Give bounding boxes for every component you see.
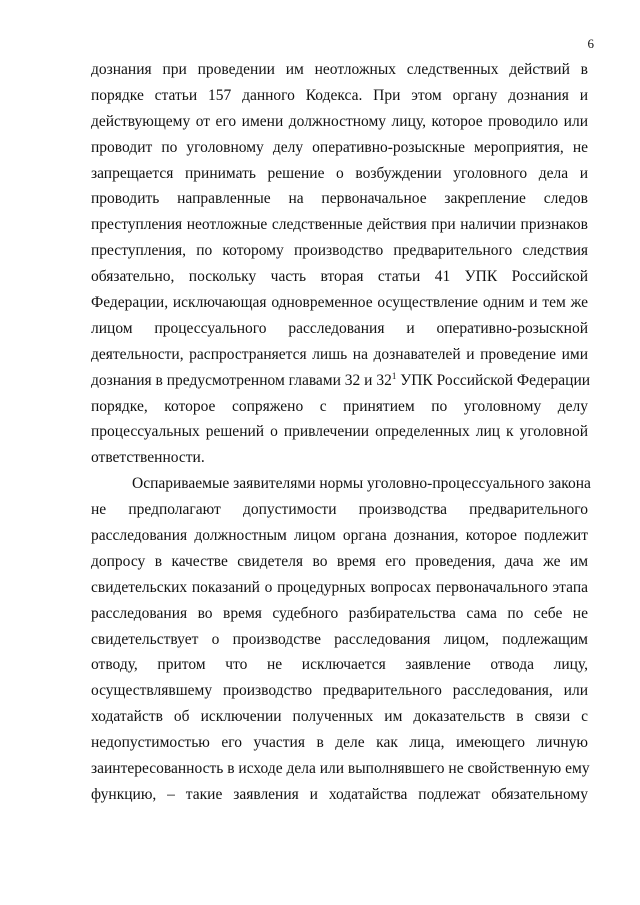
text-line (91, 83, 588, 109)
text-line (91, 575, 588, 601)
text-line-content: Федерации, исключающая одновременное осуществление одним и тем же (91, 294, 588, 312)
text-line (91, 135, 588, 161)
text-line (91, 652, 588, 678)
text-line-content: проводит по уголовному делу оперативно-розыскные мероприятия, не (91, 138, 588, 156)
text-line-content: не предполагают допустимости производства предварительного (91, 501, 588, 519)
text-line-content: порядке статьи 157 данного Кодекса. При этом органу дознания и (91, 86, 588, 104)
text-line-content: обязательно, поскольку часть вторая статьи 41 УПК Российской (91, 268, 588, 286)
text-line-content: действующему от его имени должностному лицу, которое проводило или (91, 112, 588, 130)
text-line-content: ходатайств об исключении полученных им доказательств в связи с (91, 708, 588, 726)
text-line-content: допросу в качестве свидетеля во время его проведения, дача же им (91, 552, 588, 570)
text-line-content: ответственности. (91, 449, 205, 467)
text-line (91, 316, 588, 342)
text-line (91, 212, 588, 238)
text-line (91, 730, 588, 756)
text-line-content: преступления неотложные следственные действия при наличии признаков (91, 216, 588, 234)
text-line-content: функцию, – такие заявления и ходатайства подлежат обязательному (91, 785, 588, 803)
text-line-content: процессуальных решений о привлечении определенных лиц к уголовной (91, 423, 588, 441)
text-line-continuation: УПК Российской Федерации (396, 371, 591, 389)
text-line (91, 756, 588, 782)
text-line-content: недопустимостью его участия в деле как лица, имеющего личную (91, 734, 588, 752)
text-line-content: лицом процессуального расследования и оперативно-розыскной (91, 319, 588, 337)
text-line-content: дознания в предусмотренном главами 32 и 32 (91, 371, 392, 389)
text-line (91, 238, 588, 264)
text-line-content: Оспариваемые заявителями нормы уголовно-процессуального закона (132, 475, 591, 493)
text-line (91, 782, 588, 808)
text-line-content: проводить направленные на первоначальное закрепление следов (91, 190, 588, 208)
superscript: 1 (391, 370, 397, 381)
text-line (91, 264, 588, 290)
text-line (91, 627, 588, 653)
text-line (91, 601, 588, 627)
text-line-content: деятельности, распространяется лишь на дознавателей и проведение ими (91, 345, 588, 363)
text-line-content: порядке, которое сопряжено с принятием по уголовному делу (91, 397, 588, 415)
text-line (91, 471, 591, 497)
text-line-content: дознания при проведении им неотложных следственных действий в (91, 61, 588, 78)
text-line-content: отводу, притом что не исключается заявление отвода лицу, (91, 656, 588, 674)
text-line (91, 523, 588, 549)
text-line-content: запрещается принимать решение о возбуждении уголовного дела и (91, 164, 588, 182)
text-line (91, 186, 588, 212)
text-line (91, 419, 588, 445)
text-line (91, 57, 588, 83)
text-line-content: расследования должностным лицом органа дознания, которое подлежит (91, 527, 588, 545)
text-line-content: заинтересованность в исходе дела или выполнявшего не свойственную ему (91, 760, 590, 778)
text-line (91, 109, 588, 135)
text-line-content: свидетельствует о производстве расследования лицом, подлежащим (91, 630, 588, 648)
text-line-content: преступления, по которому производство предварительного следствия (91, 242, 588, 260)
text-line-content: свидетельских показаний о процедурных вопросах первоначального этапа (91, 578, 588, 596)
text-line (91, 290, 588, 316)
text-line (91, 678, 588, 704)
body-text (91, 57, 591, 808)
text-line (91, 549, 588, 575)
text-line (91, 368, 591, 394)
text-line (91, 394, 588, 420)
text-line (91, 704, 588, 730)
text-line (91, 161, 588, 187)
text-line (91, 445, 588, 471)
text-line-content: осуществлявшему производство предварительного расследования, или (91, 682, 588, 700)
text-line (91, 497, 588, 523)
text-line-content: расследования во время судебного разбирательства сама по себе не (91, 604, 588, 622)
text-line (91, 342, 588, 368)
page-number: 6 (587, 36, 594, 51)
